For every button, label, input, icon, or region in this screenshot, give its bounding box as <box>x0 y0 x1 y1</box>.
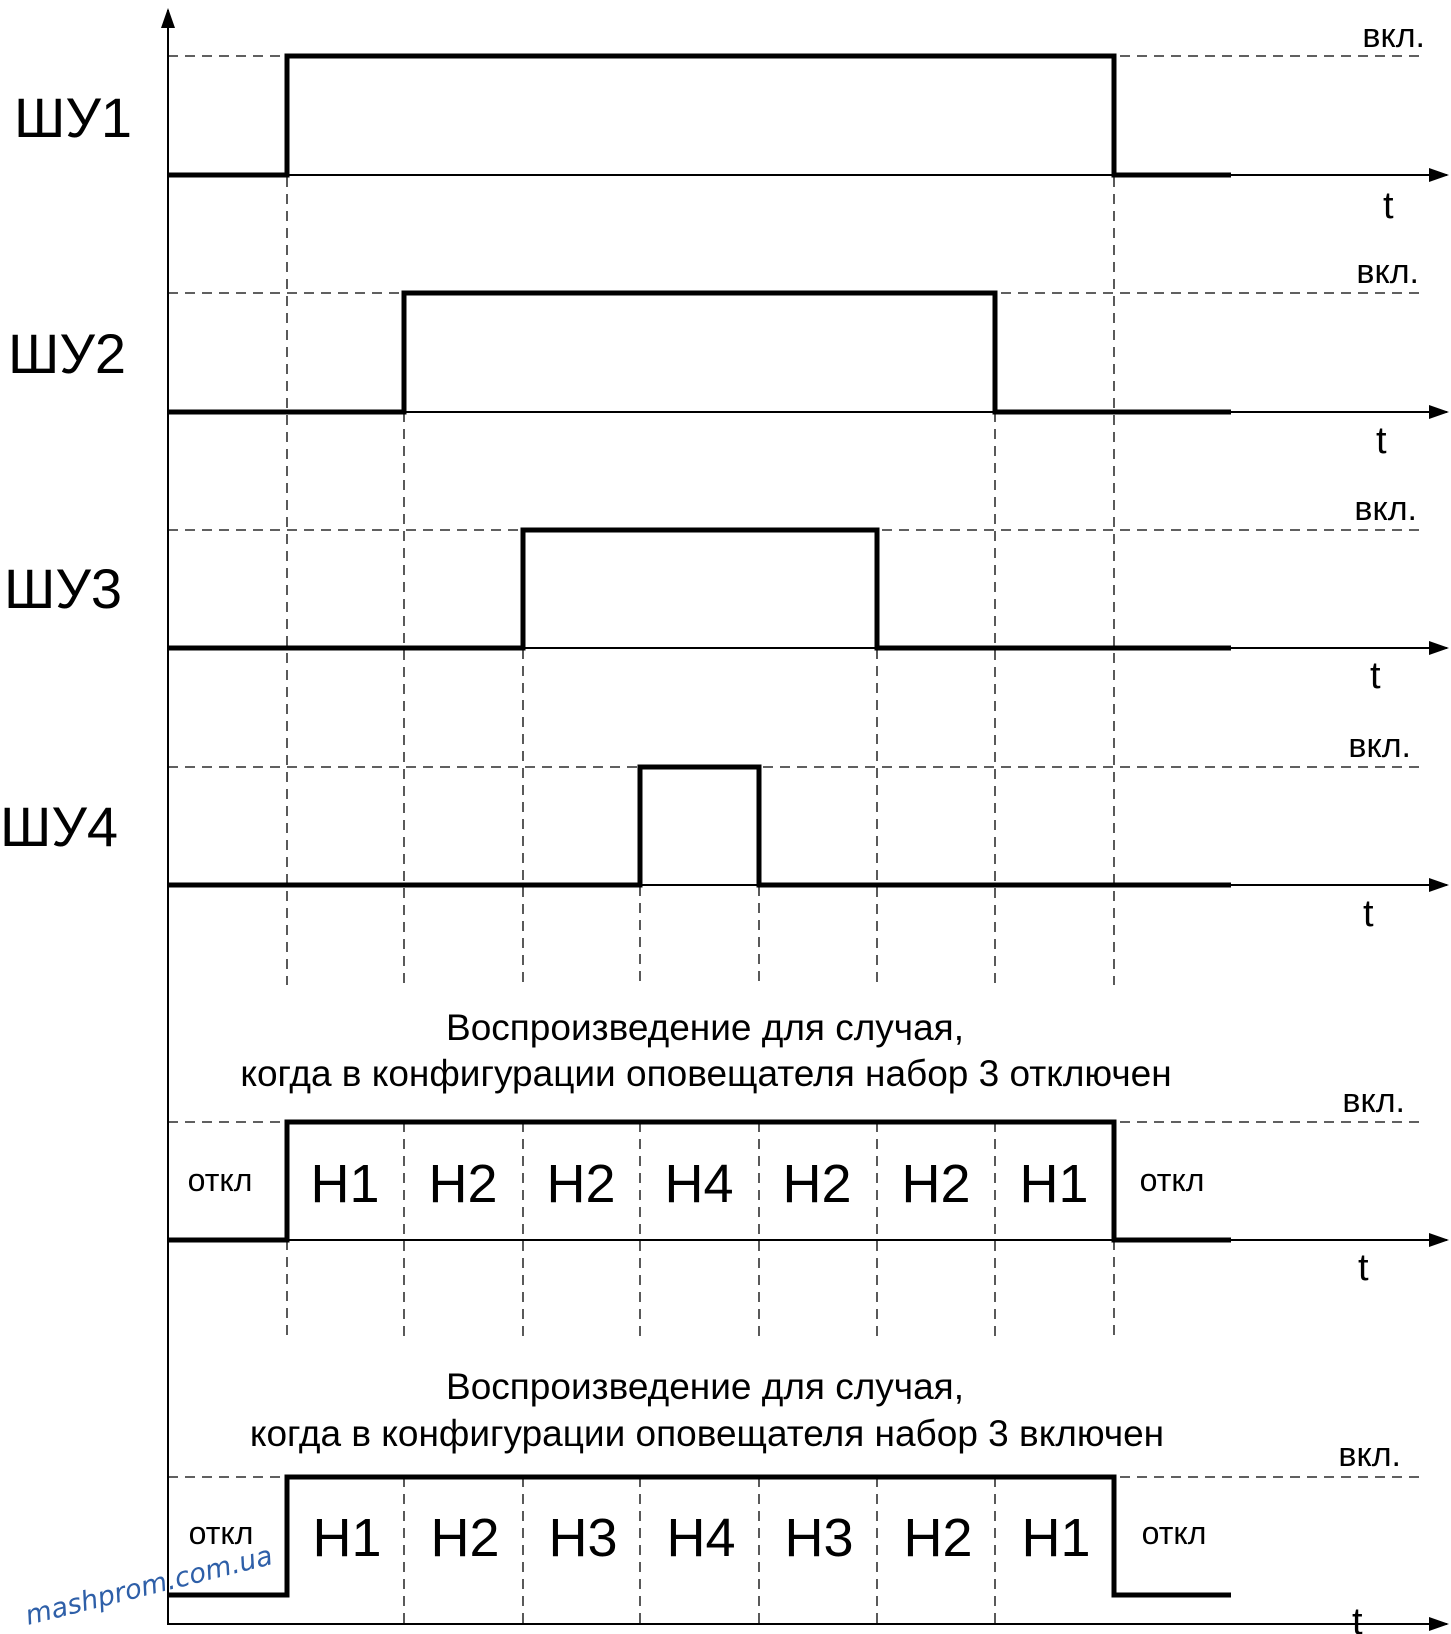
slot-label: Н3 <box>548 1508 618 1568</box>
t-label-shu3: t <box>1370 655 1381 697</box>
slot-label: Н2 <box>903 1508 973 1568</box>
slot-label: Н1 <box>1019 1154 1089 1214</box>
slot-label: Н1 <box>1021 1508 1091 1568</box>
caption-set3-off-line2: когда в конфигурации оповещателя набор 3 отключен <box>240 1053 1172 1094</box>
off-label-right-set3-on: откл <box>1141 1515 1207 1551</box>
slot-label: Н4 <box>664 1154 734 1214</box>
waveform-shu4 <box>168 767 1231 885</box>
waveform-shu1 <box>168 56 1231 175</box>
slot-label: Н2 <box>546 1154 616 1214</box>
slot-label: Н1 <box>310 1154 380 1214</box>
slot-label: Н2 <box>430 1508 500 1568</box>
t-label-set3-off: t <box>1358 1247 1369 1289</box>
off-label-right-set3-off: откл <box>1139 1162 1205 1198</box>
channel-label-shu2: ШУ2 <box>8 322 127 385</box>
channel-label-shu1: ШУ1 <box>14 86 133 149</box>
caption-set3-on-line2: когда в конфигурации оповещателя набор 3 включен <box>249 1413 1165 1454</box>
slot-label: Н2 <box>901 1154 971 1214</box>
on-level-lines <box>168 56 1420 1477</box>
slot-label: Н3 <box>784 1508 854 1568</box>
watermark: mashprom.com.ua <box>22 1540 276 1632</box>
channel-label-shu3: ШУ3 <box>4 557 123 620</box>
t-label-set3-on: t <box>1352 1601 1363 1634</box>
slot-label: Н2 <box>428 1154 498 1214</box>
on-label-shu1: вкл. <box>1362 17 1425 55</box>
t-label-shu1: t <box>1383 185 1394 227</box>
slots-set3-off <box>310 1154 1088 1214</box>
off-label-left-set3-off: откл <box>187 1162 253 1198</box>
channel-label-shu4: ШУ4 <box>0 795 119 858</box>
caption-set3-on-line1: Воспроизведение для случая, <box>446 1366 964 1407</box>
on-label-set3-on: вкл. <box>1338 1436 1401 1474</box>
t-label-shu4: t <box>1363 893 1374 935</box>
slot-label: Н1 <box>312 1508 382 1568</box>
on-label-set3-off: вкл. <box>1342 1082 1405 1120</box>
waveform-shu2 <box>168 293 1231 412</box>
slot-label: Н2 <box>782 1154 852 1214</box>
waveform-shu3 <box>168 530 1231 648</box>
t-label-shu2: t <box>1376 420 1387 462</box>
caption-set3-off-line1: Воспроизведение для случая, <box>446 1007 964 1048</box>
on-label-shu2: вкл. <box>1356 253 1419 291</box>
on-label-shu4: вкл. <box>1348 727 1411 765</box>
on-label-shu3: вкл. <box>1354 490 1417 528</box>
off-label-left-set3-on: откл <box>188 1515 254 1551</box>
slot-label: Н4 <box>666 1508 736 1568</box>
slots-set3-on <box>312 1508 1090 1568</box>
waveforms <box>168 56 1231 1595</box>
